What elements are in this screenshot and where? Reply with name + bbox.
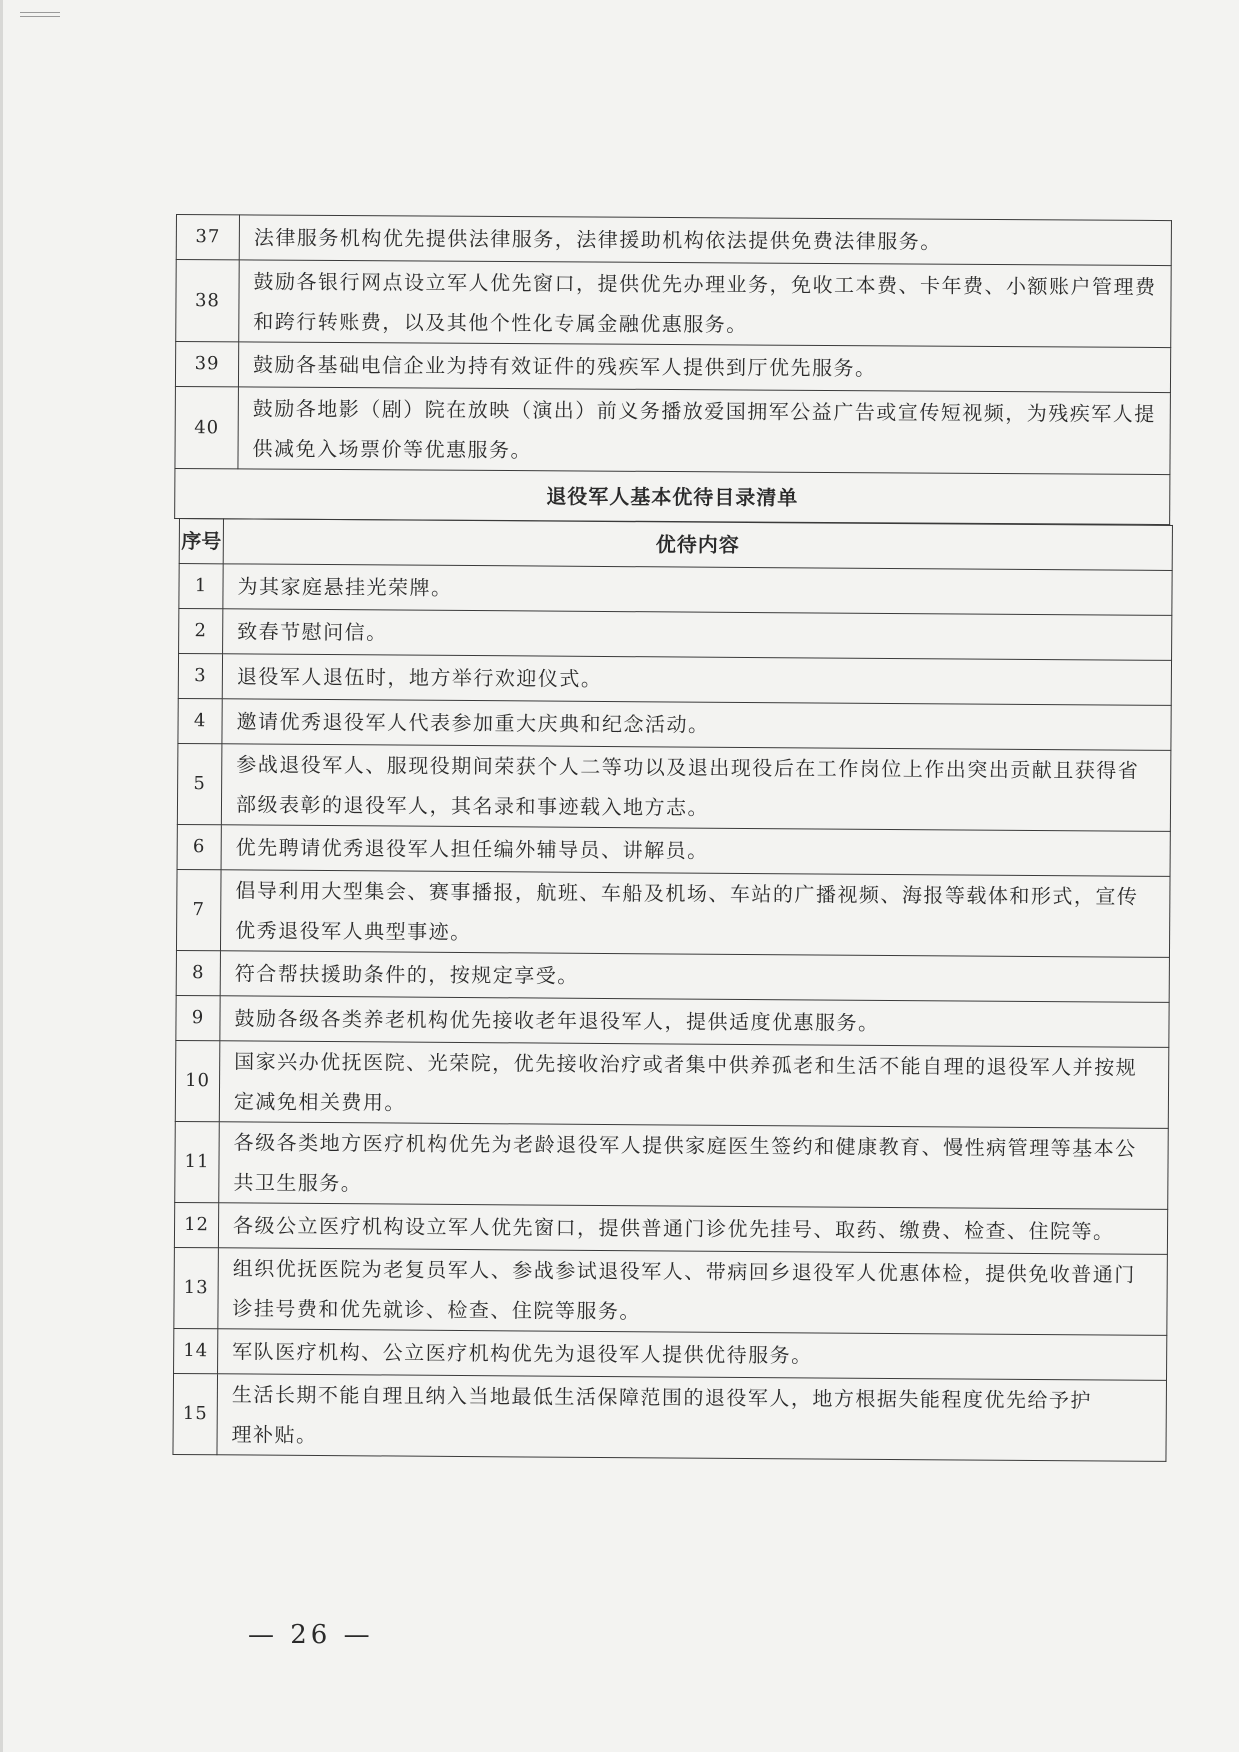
row-content — [218, 1203, 1167, 1255]
row-number: 8 — [176, 950, 220, 995]
content-line: 鼓励各银行网点设立军人优先窗口，提供优先办理业务，免收工本费、卡年费、小额账户管理费 — [253, 268, 1157, 299]
page-number: — 26 — — [248, 1620, 374, 1650]
scan-edge — [0, 0, 3, 1752]
section-title-row — [175, 468, 1170, 524]
row-content — [217, 1374, 1167, 1462]
row-number: 15 — [173, 1373, 218, 1454]
table-row — [179, 609, 1172, 661]
section-title: 退役军人基本优待目录清单 — [175, 468, 1170, 524]
content-line: 致春节慰问信。 — [237, 619, 388, 645]
content-line: 参战退役军人、服现役期间荣获个人二等功以及退出现役后在工作岗位上作出突出贡献且获得省 — [236, 752, 1140, 783]
content-line: 鼓励各地影（剧）院在放映（演出）前义务播放爱国拥军公益广告或宣传短视频，为残疾军人提 — [252, 395, 1156, 426]
content-line: 理补贴。 — [231, 1422, 318, 1447]
table-row — [179, 564, 1172, 616]
content-line: 诊挂号费和优先就诊、检查、住院等服务。 — [232, 1296, 642, 1324]
row-number: 12 — [174, 1202, 218, 1247]
table-row — [175, 386, 1170, 474]
table-header-row — [179, 519, 1172, 571]
row-content — [220, 870, 1170, 958]
table-row — [174, 1247, 1168, 1335]
table-row — [177, 743, 1171, 831]
row-content — [222, 699, 1171, 751]
row-number: 3 — [178, 654, 222, 699]
preferential-table-veterans — [172, 518, 1173, 1462]
content-line: 生活长期不能自理且纳入当地最低生活保障范围的退役军人，地方根据失能程度优先给予护 — [231, 1382, 1092, 1413]
content-line: 和跨行转账费，以及其他个性化专属金融优惠服务。 — [253, 308, 748, 336]
row-number: 37 — [176, 215, 239, 260]
content-line: 共卫生服务。 — [233, 1170, 363, 1196]
content-line: 为其家庭悬挂光荣牌。 — [237, 574, 453, 600]
row-content — [222, 654, 1171, 706]
table-row — [176, 995, 1169, 1047]
row-content — [238, 387, 1170, 475]
scan-mark — [20, 12, 60, 22]
row-content — [223, 564, 1172, 616]
table-row — [175, 342, 1170, 393]
row-number: 5 — [177, 743, 222, 824]
table-row — [173, 1373, 1167, 1461]
row-content — [221, 744, 1171, 832]
row-number: 1 — [179, 564, 223, 609]
row-content — [223, 609, 1172, 661]
table-row — [176, 260, 1171, 348]
content-line: 符合帮扶援助条件的，按规定享受。 — [234, 961, 579, 988]
preferential-table-top — [174, 214, 1172, 525]
table-row — [176, 215, 1171, 266]
row-number: 11 — [175, 1121, 220, 1202]
content-line: 各级公立医疗机构设立军人优先窗口，提供普通门诊优先挂号、取药、缴费、检查、住院等。 — [232, 1213, 1115, 1244]
content-line: 倡导利用大型集会、赛事播报，航班、车船及机场、车站的广播视频、海报等载体和形式，宣传 — [235, 878, 1139, 909]
content-line: 各级各类地方医疗机构优先为老龄退役军人提供家庭医生签约和健康教育、慢性病管理等基本公 — [233, 1130, 1137, 1161]
row-content — [220, 996, 1169, 1048]
row-number: 40 — [175, 386, 238, 468]
row-number: 38 — [176, 260, 239, 342]
content-line: 优秀退役军人典型事迹。 — [235, 918, 472, 945]
content-line: 邀请优秀退役军人代表参加重大庆典和纪念活动。 — [236, 709, 710, 737]
row-content — [239, 215, 1171, 266]
row-content — [239, 260, 1171, 348]
content-line: 组织优抚医院为老复员军人、参战参试退役军人、带病回乡退役军人优惠体检，提供免收普通门 — [232, 1256, 1136, 1287]
content-line: 部级表彰的退役军人，其名录和事迹载入地方志。 — [235, 792, 710, 820]
row-number: 4 — [178, 698, 222, 743]
table-row — [177, 824, 1170, 876]
row-content — [218, 1248, 1168, 1336]
row-number: 6 — [177, 824, 221, 869]
table-row — [174, 1202, 1167, 1254]
table-row — [174, 1328, 1167, 1380]
row-content — [218, 1329, 1167, 1381]
row-content — [220, 951, 1169, 1003]
content-line: 退役军人退伍时，地方举行欢迎仪式。 — [236, 664, 603, 691]
row-number: 2 — [179, 609, 223, 654]
content-line: 国家兴办优抚医院、光荣院，优先接收治疗或者集中供养孤老和生活不能自理的退役军人并按规 — [234, 1049, 1138, 1080]
table-row — [175, 1040, 1169, 1128]
table-row — [178, 654, 1171, 706]
row-content — [221, 825, 1170, 877]
content-line: 定减免相关费用。 — [233, 1089, 407, 1115]
content-line: 鼓励各基础电信企业为持有效证件的残疾军人提供到厅优先服务。 — [253, 352, 877, 381]
content-line: 鼓励各级各类养老机构优先接收老年退役军人，提供适度优惠服务。 — [234, 1006, 880, 1035]
column-header-content: 优待内容 — [223, 519, 1172, 571]
row-content — [238, 342, 1170, 393]
content-line: 军队医疗机构、公立医疗机构优先为退役军人提供优待服务。 — [232, 1339, 813, 1368]
column-header-number: 序号 — [179, 519, 223, 564]
content-line: 法律服务机构优先提供法律服务，法律援助机构依法提供免费法律服务。 — [253, 225, 942, 254]
table-row — [178, 698, 1171, 750]
row-number: 39 — [175, 342, 238, 387]
table-row — [175, 1121, 1169, 1209]
content-line: 优先聘请优秀退役军人担任编外辅导员、讲解员。 — [235, 835, 709, 863]
row-number: 9 — [176, 995, 220, 1040]
table-row — [176, 950, 1169, 1002]
row-content — [219, 1041, 1169, 1129]
table-row — [176, 869, 1170, 957]
row-number: 13 — [174, 1247, 219, 1328]
row-number: 7 — [176, 869, 221, 950]
content-line: 供减免入场票价等优惠服务。 — [252, 435, 533, 462]
row-number: 10 — [175, 1040, 220, 1121]
row-content — [219, 1122, 1169, 1210]
row-number: 14 — [174, 1328, 218, 1373]
